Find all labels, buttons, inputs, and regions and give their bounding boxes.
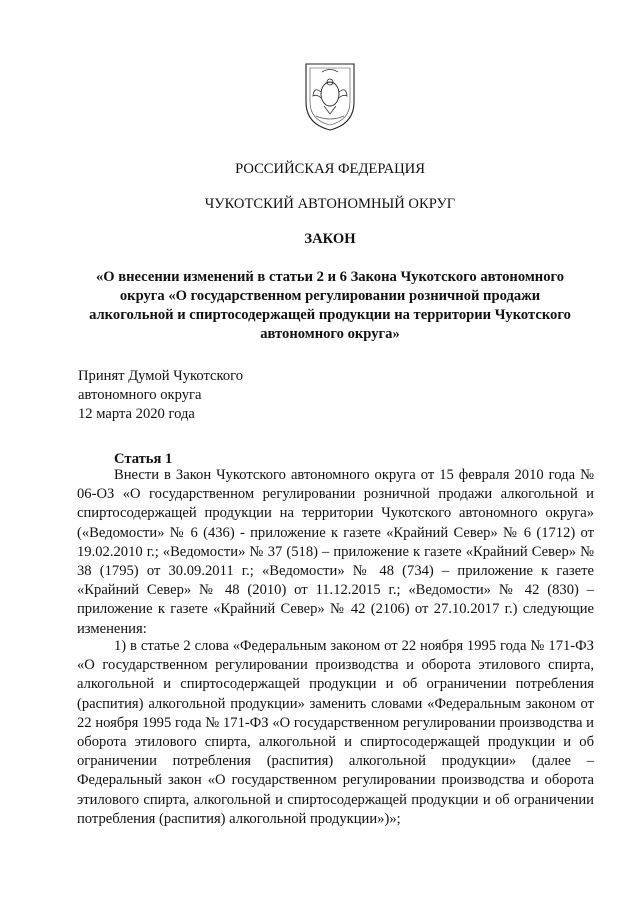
article-1-heading: Статья 1 <box>114 451 173 467</box>
country-heading: РОССИЙСКАЯ ФЕДЕРАЦИЯ <box>235 161 425 177</box>
adoption-line-1: Принят Думой Чукотского <box>78 368 244 384</box>
article-1-item-1-paragraph: 1) в статье 2 слова «Федеральным законом от 22 ноября 1995 года № 171-ФЗ «О государственном регулировании производства и оборота этилового спирта, алкогольной и спиртосодержащей продукции и об ограничении потребления (распития) алкогольной продукции» заменить словами «Федеральным законом от 22 ноября 1995 года № 171-ФЗ «О государственном регулировании производства и оборота этилового спирта, алкогольной и спиртосодержащей продукции и об ограничении потребления (распития) алкогольной продукции» (далее – Федеральный закон «О государственном регулировании производства и оборота этилового спирта, алкогольной и спиртосодержащей продукции и об ограничении потребления (распития) алкогольной продукции»)»; <box>77 638 594 827</box>
coat-of-arms-emblem <box>300 58 360 134</box>
article-1-intro-paragraph: Внести в Закон Чукотского автономного округа от 15 февраля 2010 года № 06-ОЗ «О государственном регулировании розничной продажи алкогольной и спиртосодержащей продукции на территории Чукотского автономного округа» («Ведомости» № 6 (436) - приложение к газете «Крайний Север» № 6 (1712) от 19.02.2010 г.; «Ведомости» № 37 (518) – приложение к газете «Крайний Север» № 38 (1795) от 30.09.2011 г.; «Ведомости» № 48 (734) – приложение к газете «Крайний Север» № 48 (2010) от 11.12.2015 г.; «Ведомости» № 42 (830) – приложение к газете «Крайний Север» № 42 (2106) от 27.10.2017 г.) следующие изменения: <box>77 467 594 637</box>
adoption-date: 12 марта 2020 года <box>78 406 195 422</box>
region-heading: ЧУКОТСКИЙ АВТОНОМНЫЙ ОКРУГ <box>204 196 456 212</box>
adoption-block <box>78 367 243 424</box>
document-type-heading: ЗАКОН <box>304 231 356 247</box>
law-title: «О внесении изменений в статьи 2 и 6 Закона Чукотского автономного округа «О государственном регулировании розничной продажи алкогольной и спиртосодержащей продукции на территории Чукотского автономного округа» <box>89 269 571 342</box>
adoption-line-2: автономного округа <box>78 387 202 403</box>
